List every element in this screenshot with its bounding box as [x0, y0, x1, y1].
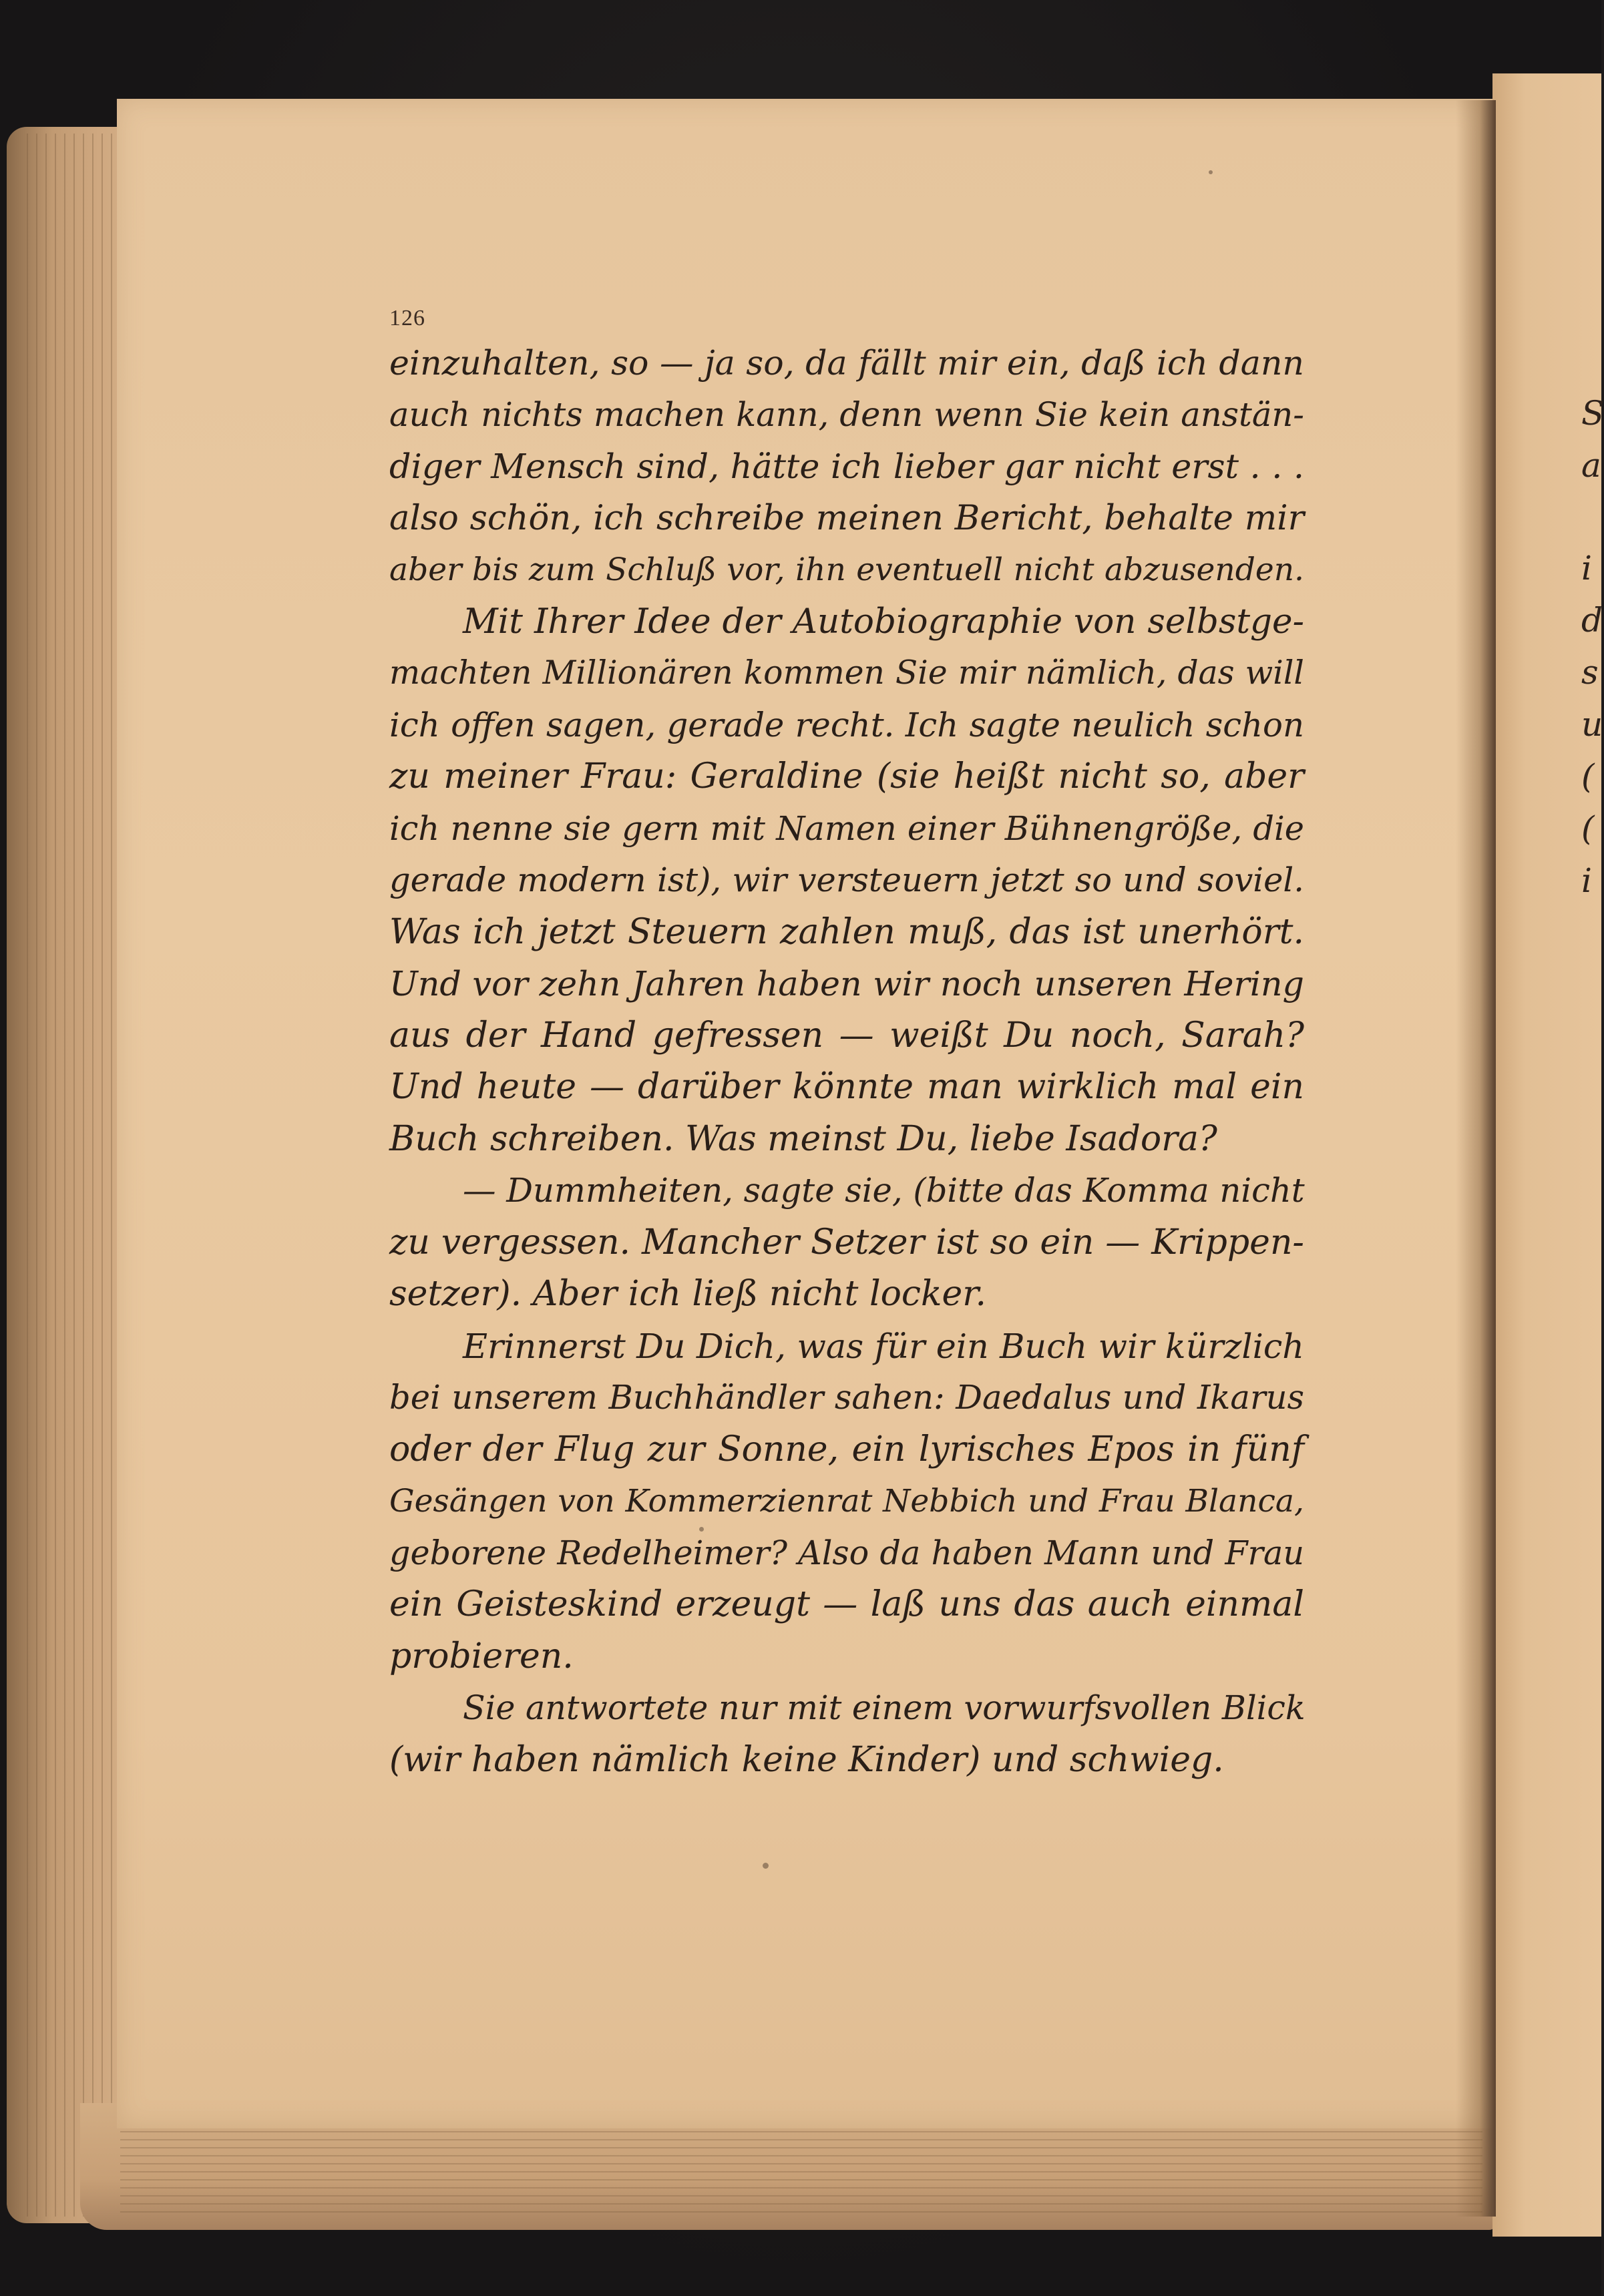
text-line: oder der Flug zur Sonne, ein lyrisches Epos in fünf [389, 1429, 1304, 1469]
text-line: zu meiner Frau: Geraldine (sie heißt nicht so, aber [389, 756, 1304, 796]
page-gutter [1456, 100, 1496, 2217]
text-line: Mit Ihrer Idee der Autobiographie von selbstge- [463, 601, 1304, 642]
text-line: Buch schreiben. Was meinst Du, liebe Isadora? [389, 1118, 1217, 1159]
text-line: bei unserem Buchhändler sahen: Daedalus und Ikarus [389, 1378, 1304, 1417]
text-line: machten Millionären kommen Sie mir nämlich, das will [389, 654, 1304, 692]
text-line: gerade modern ist), wir versteuern jetzt so und soviel. [389, 861, 1304, 899]
text-line: diger Mensch sind, hätte ich lieber gar nicht erst . . . [389, 447, 1304, 486]
facing-page-letter: S [1581, 394, 1604, 433]
facing-page-letter: i [1581, 861, 1592, 900]
text-line: — Dummheiten, sagte sie, (bitte das Komma nicht [463, 1171, 1305, 1210]
page-number: 126 [389, 306, 425, 330]
text-line: also schön, ich schreibe meinen Bericht, behalte mir [389, 498, 1304, 538]
text-line: ich nenne sie gern mit Namen einer Bühnengröße, die [389, 809, 1304, 848]
text-line: setzer). Aber ich ließ nicht locker. [389, 1274, 986, 1314]
bottom-page-edges [120, 2123, 1482, 2217]
text-line: Was ich jetzt Steuern zahlen muß, das ist unerhört. [389, 911, 1304, 952]
text-line: aus der Hand gefressen — weißt Du noch, Sarah? [389, 1015, 1304, 1056]
text-line: Und vor zehn Jahren haben wir noch unseren Hering [389, 964, 1304, 1003]
facing-page-letter: ( [1581, 809, 1595, 848]
facing-page-letter: ( [1581, 757, 1595, 796]
text-line: Sie antwortete nur mit einem vorwurfsvollen Blick [463, 1688, 1306, 1727]
facing-page-letter: s [1581, 653, 1599, 692]
text-line: zu vergessen. Mancher Setzer ist so ein — Krippen- [389, 1222, 1304, 1262]
text-line: ich offen sagen, gerade recht. Ich sagte neulich schon [389, 705, 1304, 744]
text-line: probieren. [389, 1636, 574, 1676]
facing-page-letter: d [1581, 601, 1603, 640]
text-line: ein Geisteskind erzeugt — laß uns das auch einmal [389, 1584, 1304, 1624]
body-text [389, 337, 1304, 1786]
paper-speck [1209, 170, 1213, 174]
text-line: Und heute — darüber könnte man wirklich mal ein [389, 1067, 1304, 1107]
text-line: Erinnerst Du Dich, was für ein Buch wir kürzlich [463, 1326, 1304, 1366]
text-line: geborene Redelheimer? Also da haben Mann und Frau [389, 1533, 1304, 1572]
paper-speck [763, 1863, 769, 1869]
facing-page-letter: a [1581, 446, 1601, 485]
text-line: (wir haben nämlich keine Kinder) und schwieg. [389, 1739, 1224, 1780]
text-line: einzuhalten, so — ja so, da fällt mir ein, daß ich dann [389, 343, 1304, 383]
text-line: Gesängen von Kommerzienrat Nebbich und Frau Blanca, [389, 1483, 1304, 1520]
facing-page-letter: i [1581, 549, 1592, 588]
facing-page-letter: u [1581, 705, 1603, 744]
text-line: auch nichts machen kann, denn wenn Sie kein anstän- [389, 395, 1304, 434]
text-line: aber bis zum Schluß vor, ihn eventuell nicht abzusenden. [389, 551, 1304, 588]
